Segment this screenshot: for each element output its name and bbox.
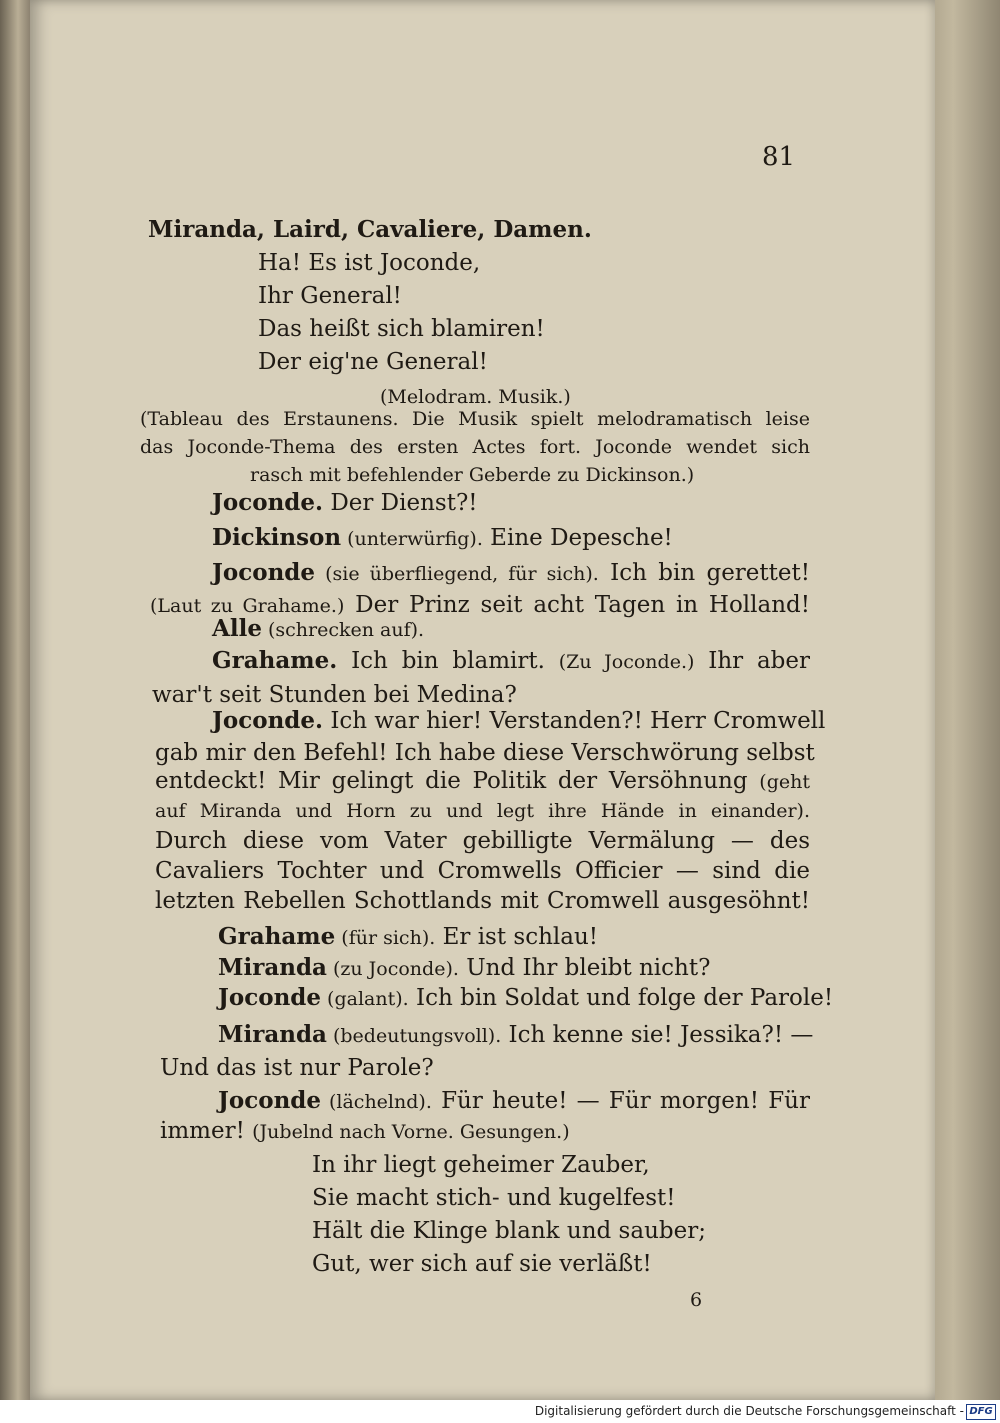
stage-direction: auf Miranda und Horn zu und legt ihre Hände in einander). [155,800,810,822]
stage-direction: (Laut zu Grahame.) [150,595,345,617]
dialogue-line [212,614,424,645]
verse-line: Ha! Es ist Joconde, [258,250,481,276]
verse-line: Der eig'ne General! [258,349,488,375]
dialogue-line: Cavaliers Tochter und Cromwells Officier — sind die [155,858,810,884]
dialogue-line: Und das ist nur Parole? [160,1055,434,1081]
speaker-name: Miranda [218,954,327,981]
verse-line: Ihr General! [258,283,402,309]
verse-line: Das heißt sich blamiren! [258,316,545,342]
dialogue-line [218,922,598,953]
speaker-name: Alle [212,615,262,642]
speaker-name: Joconde. [212,489,324,516]
dialogue-text: Und Ihr bleibt nicht? [458,955,711,981]
speaker-name: Joconde [218,984,322,1011]
dialogue-line [218,1020,814,1051]
book-page [30,0,935,1400]
speaker-name: Grahame [218,923,336,950]
dialogue-line [160,1116,570,1147]
speaker-name: Miranda [218,1021,327,1048]
verse-line: In ihr liegt geheimer Zauber, [312,1152,650,1178]
stage-direction: (Melodram. Musik.) [380,386,571,408]
dialogue-text: Der Prinz seit acht Tagen in Holland! [344,592,811,618]
dialogue-line [218,983,834,1014]
dialogue-text: entdeckt! Mir gelingt die Politik der Versöhnung [155,768,760,794]
dialogue-line [218,1086,810,1117]
speaker-name: Grahame. [212,647,338,674]
dialogue-text: Der Dienst?! [323,490,478,516]
dialogue-text: Ich bin gerettet! [598,560,810,586]
verse-line: Sie macht stich- und kugelfest! [312,1185,676,1211]
dialogue-text: Er ist schlau! [435,924,599,950]
stage-direction: (Zu Joconde.) [558,651,695,673]
digitization-credit: Digitalisierung gefördert durch die Deutsche Forschungsgemeinschaft - [534,1404,964,1418]
stage-direction: (sie überfliegend, für sich). [315,563,599,585]
dialogue-text: Eine Depesche! [482,525,673,551]
dialogue-text: Ich kenne sie! Jessika?! — [501,1022,814,1048]
dialogue-line: Durch diese vom Vater gebilligte Vermälung — des [155,828,810,854]
printer-signature: 6 [690,1289,703,1311]
adjacent-page-edge [0,0,30,1423]
stage-direction: rasch mit befehlender Geberde zu Dickinson.) [250,464,695,486]
stage-direction: (schrecken auf). [261,619,425,641]
stage-direction: (zu Joconde). [326,958,459,980]
dialogue-line [212,646,810,677]
speaker-name: Joconde. [212,707,324,734]
dialogue-text: Ich bin Soldat und folge der Parole! [408,985,834,1011]
verse-line: Gut, wer sich auf sie verläßt! [312,1251,652,1277]
dialogue-line: gab mir den Befehl! Ich habe diese Verschwörung selbst [155,740,815,766]
stage-direction: (Jubelnd nach Vorne. Gesungen.) [252,1121,570,1143]
stage-direction: (Tableau des Erstaunens. Die Musik spielt melodramatisch leise [140,408,810,430]
dialogue-text: Ich war hier! Verstanden?! Herr Cromwell [323,708,826,734]
speaker-name: Dickinson [212,524,342,551]
dialogue-line [212,523,673,554]
stage-direction: (lächelnd). [321,1091,432,1113]
stage-direction: (galant). [321,988,409,1010]
verse-line: Hält die Klinge blank und sauber; [312,1218,706,1244]
stage-heading: Miranda, Laird, Cavaliere, Damen. [148,216,592,243]
dialogue-line: war't seit Stunden bei Medina? [152,682,517,708]
stage-direction: (unterwürfig). [341,528,483,550]
speaker-name: Joconde [212,559,316,586]
dialogue-line [212,488,478,518]
dialogue-text: Ihr aber [694,648,810,674]
dialogue-text: immer! [160,1118,253,1144]
dialogue-text: Für heute! — Für morgen! Für [431,1088,810,1114]
dialogue-line: letzten Rebellen Schottlands mit Cromwell ausgesöhnt! [155,888,810,914]
stage-direction: (bedeutungsvoll). [326,1025,502,1047]
stage-direction: (für sich). [335,927,436,949]
dfg-logo: DFG [966,1404,996,1420]
stage-direction: das Joconde-Thema des ersten Actes fort. Joconde wendet sich [140,436,810,458]
dialogue-line [212,706,826,736]
dialogue-text: Ich bin blamirt. [337,648,559,674]
dialogue-line [155,766,810,797]
page-number: 81 [762,142,796,172]
dialogue-line [212,558,810,589]
stage-direction: (geht [759,771,810,793]
dialogue-line [218,953,710,984]
speaker-name: Joconde [218,1087,322,1114]
